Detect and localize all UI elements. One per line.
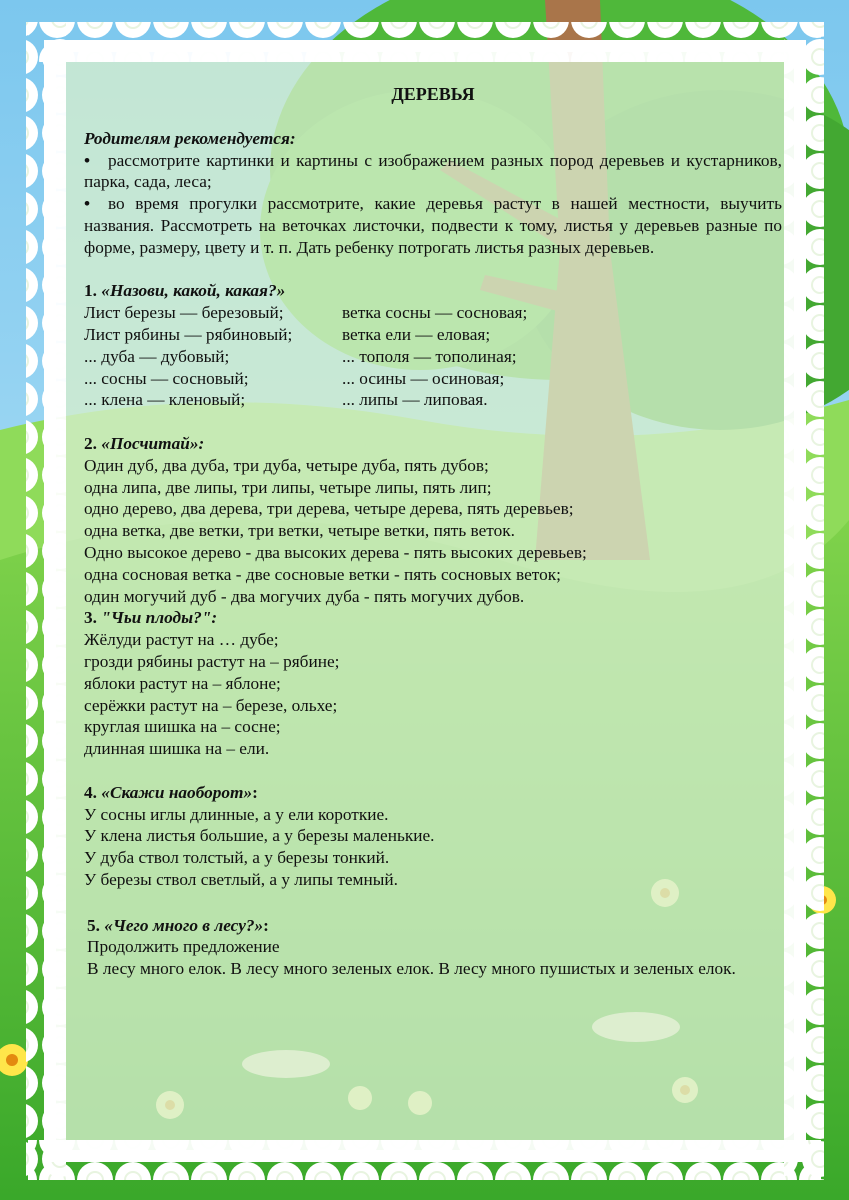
word-pair-row	[84, 389, 782, 411]
word-pair-left: ... дуба — дубовый;	[84, 346, 230, 366]
section-heading	[84, 782, 782, 804]
intro-section	[84, 128, 782, 259]
word-pair-right: ... тополя — тополиная;	[342, 346, 517, 366]
section-1	[84, 280, 782, 411]
section-3	[84, 607, 782, 760]
text-line: одна сосновая ветка - две сосновые ветки - пять сосновых веток;	[84, 564, 561, 584]
word-pair-left: Лист рябины — рябиновый;	[84, 324, 293, 344]
text-line: яблоки растут на – яблоне;	[84, 673, 281, 693]
word-pair-left: ... клена — кленовый;	[84, 390, 246, 410]
section-heading	[84, 607, 782, 629]
intro-bullet: • рассмотрите картинки и картины с изображением разных пород деревьев и кустарников, парка, сада, леса;	[84, 150, 782, 194]
section-4	[84, 782, 782, 891]
page-title: ДЕРЕВЬЯ	[391, 84, 475, 104]
document-body	[84, 84, 782, 980]
text-line: серёжки растут на – березе, ольхе;	[84, 695, 338, 715]
text-paragraph: В лесу много елок. В лесу много зеленых елок. В лесу много пушистых и зеленых елок.	[87, 959, 736, 979]
section-number: 5.	[87, 915, 100, 935]
section-number: 1.	[84, 281, 97, 301]
section-heading	[84, 280, 782, 302]
text-line: Один дуб, два дуба, три дуба, четыре дуба, пять дубов;	[84, 455, 489, 475]
section-number: 4.	[84, 782, 97, 802]
intro-bullet: • во время прогулки рассмотрите, какие деревья растут в нашей местности, выучить названия. Рассмотреть на веточках листочки, подвести к тому, листья у деревьев разные по форме, размеру, цвету и т. п. Дать ребенку потрогать листья разных деревьев.	[84, 193, 782, 258]
word-pair-left: Лист березы — березовый;	[84, 303, 284, 323]
section-number: 3.	[84, 608, 97, 628]
text-line: У сосны иглы длинные, а у ели короткие.	[84, 804, 389, 824]
text-line: Жёлуди растут на … дубе;	[84, 630, 279, 650]
section-title: «Чего много в лесу?»	[104, 915, 264, 935]
text-line: Одно высокое дерево - два высоких дерева - пять высоких деревьев;	[84, 542, 587, 562]
section-5	[84, 915, 782, 980]
text-line: грозди рябины растут на – рябине;	[84, 651, 340, 671]
text-line: один могучий дуб - два могучих дуба - пять могучих дубов.	[84, 586, 525, 606]
text-line: У дуба ствол толстый, а у березы тонкий.	[84, 848, 390, 868]
word-pair-row	[84, 302, 782, 324]
section-title: «Скажи наоборот»	[101, 782, 253, 802]
section-heading	[87, 915, 782, 937]
word-pair-right: ... липы — липовая.	[342, 390, 488, 410]
word-pair-right: ветка ели — еловая;	[342, 324, 491, 344]
text-line: одна ветка, две ветки, три ветки, четыре ветки, пять веток.	[84, 521, 515, 541]
section-title: «Назови, какой, какая?»	[101, 281, 286, 301]
word-pair-row	[84, 368, 782, 390]
text-line: длинная шишка на – ели.	[84, 739, 270, 759]
section-heading	[84, 433, 782, 455]
section-title: "Чьи плоды?":	[101, 608, 218, 628]
word-pair-left: ... сосны — сосновый;	[84, 368, 249, 388]
text-line: одна липа, две липы, три липы, четыре липы, пять лип;	[84, 477, 492, 497]
section-title-suffix: :	[252, 782, 258, 802]
text-line: круглая шишка на – сосне;	[84, 717, 281, 737]
word-pair-right: ... осины — осиновая;	[342, 368, 505, 388]
word-pair-right: ветка сосны — сосновая;	[342, 303, 528, 323]
text-line: У березы ствол светлый, а у липы темный.	[84, 869, 398, 889]
intro-heading: Родителям рекомендуется:	[84, 128, 296, 148]
section-2	[84, 433, 782, 607]
section-number: 2.	[84, 433, 97, 453]
section-title: «Посчитай»:	[101, 433, 205, 453]
text-line: Продолжить предложение	[87, 937, 280, 957]
text-line: одно дерево, два дерева, три дерева, четыре дерева, пять деревьев;	[84, 499, 574, 519]
text-line: У клена листья большие, а у березы маленькие.	[84, 826, 435, 846]
section-title-suffix: :	[263, 915, 269, 935]
word-pair-row	[84, 324, 782, 346]
word-pair-row	[84, 346, 782, 368]
